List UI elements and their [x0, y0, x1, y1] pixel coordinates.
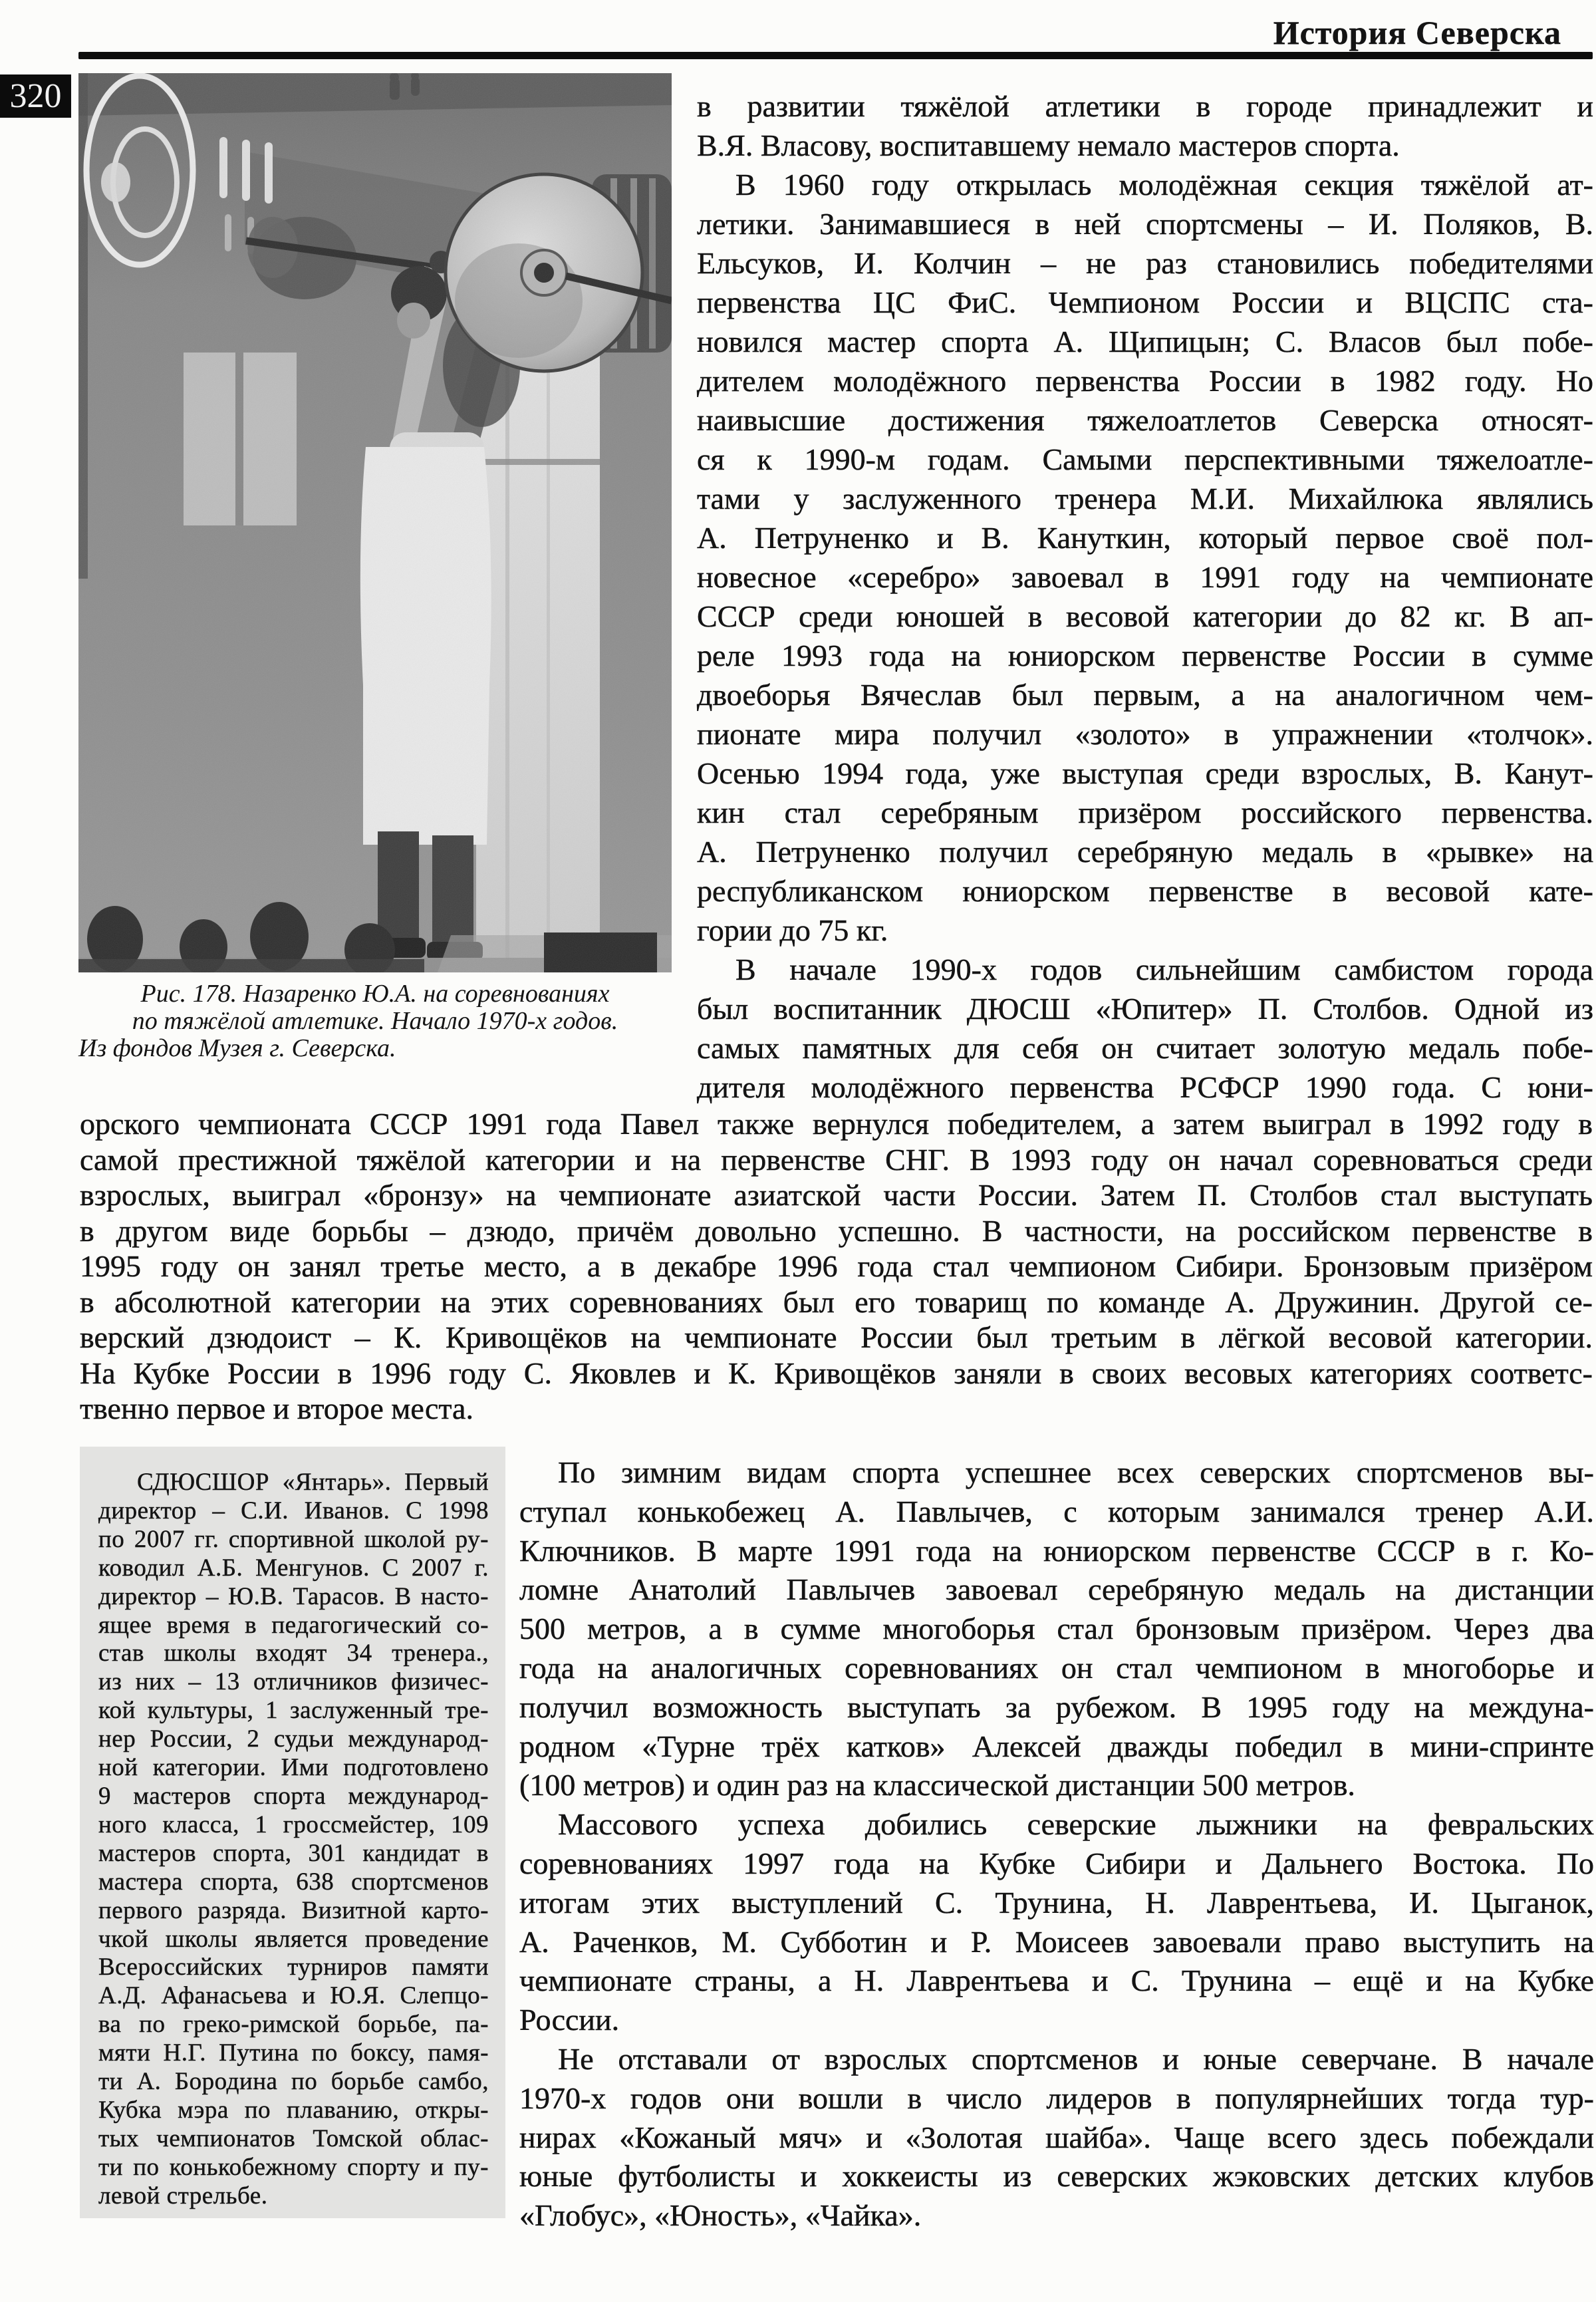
photo-grain — [78, 73, 672, 972]
text-line: твенно первое и второе места. — [80, 1391, 473, 1425]
text-line: по тяжёлой атлетике. Начало 1970-х годов. — [132, 1006, 618, 1035]
text-line: Рис. 178. Назаренко Ю.А. на соревнованиях — [140, 980, 610, 1008]
sidebar-infobox-text — [98, 1469, 489, 2211]
full-width-text — [80, 1106, 1593, 1427]
text-line: ся к 1990-м годам. Самыми перспективными тяжелоатле- — [697, 442, 1593, 476]
text-line: в абсолютной категории на этих соревнованиях был его товарищ по команде А. Дружинин. Другой се- — [80, 1284, 1593, 1319]
text-line: в другом виде борьбы – дзюдо, причём довольно успешно. В частности, на российском первенстве в — [80, 1213, 1593, 1248]
text-line: В 1960 году открылась молодёжная секция тяжёлой ат- — [735, 168, 1593, 202]
text-line: орского чемпионата СССР 1991 года Павел также вернулся победителем, а затем выиграл в 1992 году в — [80, 1107, 1593, 1141]
text-line: А. Петруненко получил серебряную медаль в «рывке» на — [697, 835, 1593, 869]
text-line: В.Я. Власову, воспитавшему немало мастеров спорта. — [697, 128, 1400, 162]
text-line: тами у заслуженного тренера М.И. Михайлюка являлись — [697, 482, 1593, 515]
header-rule — [78, 52, 1593, 59]
text-line: новился мастер спорта А. Щипицын; С. Власов был побе- — [697, 325, 1593, 359]
text-line: 1970-х годов они вошли в число лидеров в популярнейших тогда тур- — [519, 2081, 1594, 2115]
text-line: На Кубке России в 1996 году С. Яковлев и К. Кривощёков заняли в своих весовых категориях соответс- — [80, 1356, 1593, 1390]
photo-weightlifter-graphic — [78, 73, 672, 972]
text-line: в развитии тяжёлой атлетики в городе принадлежит и — [697, 89, 1593, 123]
text-line: ного класса, 1 гроссмейстер, 109 — [98, 1810, 489, 1838]
text-line: ступал конькобежец А. Павлычев, с которым занимался тренер А.И. — [519, 1494, 1594, 1528]
text-line: 1995 году он занял третье место, а в декабре 1996 года стал чемпионом Сибири. Бронзовым призёром — [80, 1249, 1593, 1283]
text-line: СССР среди юношей в весовой категории до 82 кг. В ап- — [697, 599, 1593, 633]
text-line: по 2007 гг. спортивной школой ру- — [98, 1525, 489, 1553]
text-line: был воспитанник ДЮСШ «Юпитер» П. Столбов. Одной из — [697, 992, 1593, 1026]
text-line: дителя молодёжного первенства РСФСР 1990 года. С юни- — [697, 1070, 1593, 1104]
text-line: По зимним видам спорта успешнее всех северских спортсменов вы- — [558, 1455, 1594, 1489]
text-line: «Глобус», «Юность», «Чайка». — [519, 2198, 922, 2233]
text-line: нирах «Кожаный мяч» и «Золотая шайба». Чаще всего здесь побеждали — [519, 2120, 1594, 2154]
text-line: наивысшие достижения тяжелоатлетов Северска относят- — [697, 403, 1593, 437]
text-line: ва по греко-римской борьбе, па- — [98, 2011, 489, 2039]
text-line: директор – С.И. Иванов. С 1998 — [98, 1497, 489, 1524]
text-line: левой стрельбе. — [98, 2182, 268, 2210]
text-line: ломне Анатолий Павлычев завоевал серебряную медаль на дистанции — [519, 1572, 1594, 1607]
text-line: А.Д. Афанасьева и Ю.Я. Слепцо- — [98, 1982, 489, 2010]
text-line: А. Раченков, М. Субботин и Р. Моисеев завоевали право выступить на — [519, 1924, 1594, 1959]
text-line: СДЮСШОР «Янтарь». Первый — [137, 1469, 489, 1496]
text-line: 500 метров, а в сумме многоборья стал бронзовым призёром. Через два — [519, 1612, 1594, 1646]
text-line: (100 метров) и один раз на классической дистанции 500 метров. — [519, 1768, 1355, 1802]
text-line: нер России, 2 судьи международ- — [98, 1725, 489, 1753]
text-line: мастеров спорта, 301 кандидат в — [98, 1839, 489, 1867]
text-line: ти А. Бородина по борьбе самбо, — [98, 2068, 489, 2096]
text-line: итогам этих выступлений С. Трунина, Н. Лаврентьева, И. Цыганок, — [519, 1885, 1594, 1920]
sidebar-infobox — [80, 1447, 505, 2218]
text-line: Из фондов Музея г. Северска. — [78, 1034, 396, 1062]
text-line: Ключников. В марте 1991 года на юниорском первенстве СССР в г. Ко- — [519, 1533, 1594, 1568]
text-line: реле 1993 года на юниорском первенстве России в сумме — [697, 639, 1593, 672]
text-line: верский дзюдоист – К. Кривощёков на чемпионате России был третьим в лёгкой весовой категории. — [80, 1320, 1593, 1354]
text-line: России. — [519, 2003, 620, 2037]
text-line: чемпионате страны, а Н. Лаврентьева и С. Трунина – ещё и на Кубке — [519, 1963, 1594, 1998]
text-line: А. Петруненко и В. Кануткин, который первое своё пол- — [697, 521, 1593, 555]
text-line: Не отставали от взрослых спортсменов и юные северчане. В начале — [558, 2041, 1594, 2076]
photo-caption — [78, 980, 672, 1062]
text-line: первенства ЦС ФиС. Чемпионом России и ВЦСПС ста- — [697, 285, 1593, 319]
text-line: Осенью 1994 года, уже выступая среди взрослых, В. Канут- — [697, 756, 1593, 790]
text-line: кой культуры, 1 заслуженный тре- — [98, 1697, 489, 1725]
text-line: директор – Ю.В. Тарасов. В насто- — [98, 1582, 489, 1610]
text-line: первого разряда. Визитной карто- — [98, 1896, 489, 1924]
text-line: Массового успеха добились северские лыжники на февральских — [558, 1807, 1594, 1842]
text-line: соревнованиях 1997 года на Кубке Сибири и Дальнего Востока. По — [519, 1846, 1594, 1880]
text-line: 9 мастеров спорта международ- — [98, 1782, 489, 1810]
text-line: кин стал серебряным призёром российского первенства. — [697, 795, 1593, 829]
text-line: родном «Турне трёх катков» Алексей дважды победил в мини-спринте — [519, 1729, 1594, 1763]
text-line: двоеборья Вячеслав был первым, а на аналогичном чем- — [697, 678, 1593, 712]
text-line: Кубка мэра по плаванию, откры- — [98, 2096, 489, 2124]
text-line: получил возможность выступать за рубежом. В 1995 году на междуна- — [519, 1689, 1594, 1724]
text-line: мяти Н.Г. Путина по боксу, памя- — [98, 2039, 489, 2067]
page-header-title: История Северска — [1273, 14, 1561, 51]
text-line: Всероссийских турниров памяти — [98, 1953, 489, 1981]
text-line: Ельсуков, И. Колчин – не раз становились победителями — [697, 246, 1593, 280]
text-line: пионате мира получил «золото» в упражнении «толчок». — [697, 717, 1593, 751]
column-right-text — [697, 86, 1593, 1107]
photo-weightlifter — [78, 73, 672, 972]
text-line: В начале 1990-х годов сильнейшим самбистом города — [735, 952, 1593, 986]
text-line: ящее время в педагогический со- — [98, 1611, 489, 1639]
text-line: летики. Занимавшиеся в ней спортсмены – И. Поляков, В. — [697, 207, 1593, 241]
text-line: из них – 13 отличников физичес- — [98, 1668, 489, 1696]
text-line: новесное «серебро» завоевал в 1991 году на чемпионате — [697, 560, 1593, 594]
text-line: ти по конькобежному спорту и пу- — [98, 2153, 489, 2181]
text-line: ной категории. Ими подготовлено — [98, 1754, 489, 1782]
text-line: самой престижной тяжёлой категории и на первенстве СНГ. В 1993 году он начал соревноваться среди — [80, 1142, 1593, 1177]
text-line: республиканском юниорском первенстве в весовой кате- — [697, 874, 1593, 908]
text-line: тых чемпионатов Томской облас- — [98, 2124, 489, 2152]
text-line: взрослых, выиграл «бронзу» на чемпионате азиатской части России. Затем П. Столбов стал выступать — [80, 1178, 1593, 1212]
text-line: став школы входят 34 тренера., — [98, 1640, 489, 1667]
text-line: года на аналогичных соревнованиях он стал чемпионом в многоборье и — [519, 1650, 1594, 1685]
text-line: ководил А.Б. Менгунов. С 2007 г. — [98, 1554, 489, 1582]
text-line: самых памятных для себя он считает золотую медаль побе- — [697, 1031, 1593, 1065]
text-line: мастера спорта, 638 спортсменов — [98, 1868, 489, 1896]
page-number-badge: 320 — [0, 74, 71, 118]
text-line: гории до 75 кг. — [697, 913, 888, 947]
text-line: чкой школы является проведение — [98, 1925, 489, 1953]
text-line: юные футболисты и хоккеисты из северских жэковских детских клубов — [519, 2159, 1594, 2194]
text-line: дителем молодёжного первенства России в 1982 году. Но — [697, 364, 1593, 398]
column-bottom-right-text — [519, 1453, 1594, 2235]
